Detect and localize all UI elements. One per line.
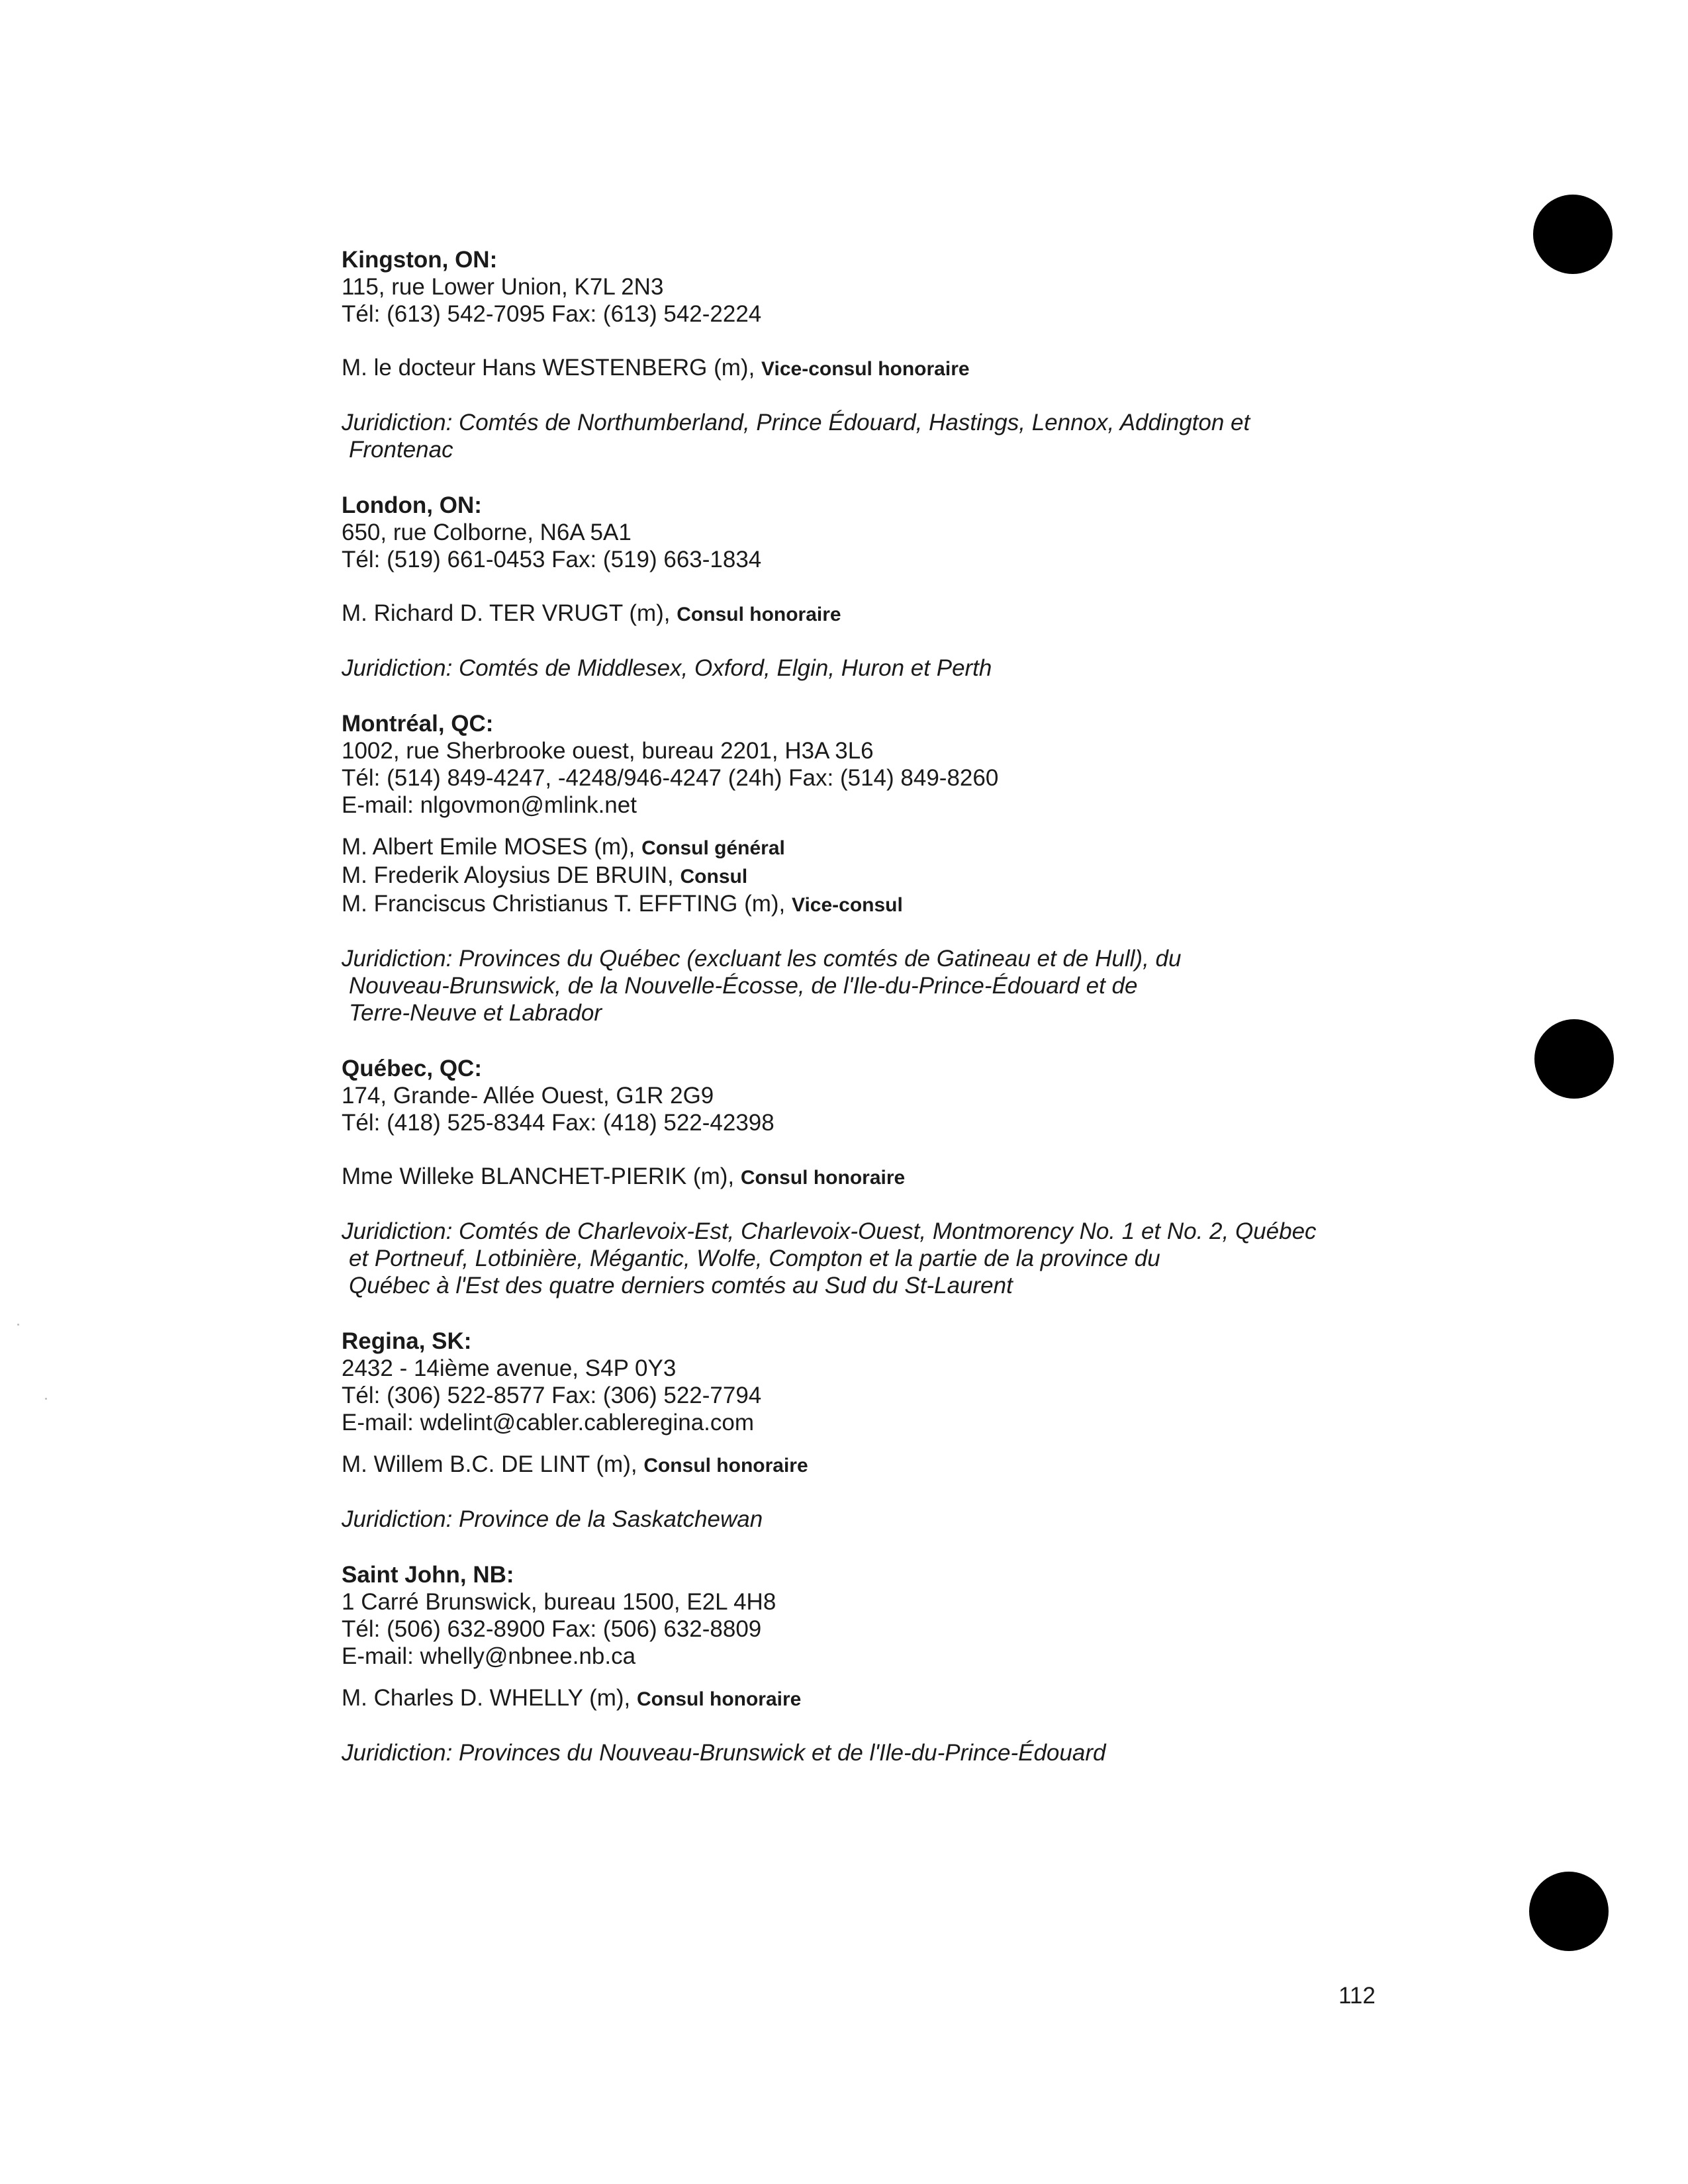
punch-hole-middle	[1534, 1019, 1614, 1099]
jurisdiction-line: Québec à l'Est des quatre derniers comtés au Sud du St-Laurent	[349, 1273, 1013, 1298]
address-line: 174, Grande- Allée Ouest, G1R 2G9	[342, 1083, 714, 1109]
jurisdiction-line: Juridiction: Provinces du Nouveau-Brunswick et de l'Ile-du-Prince-Édouard	[342, 1740, 1106, 1766]
jurisdiction-line: Juridiction: Province de la Saskatchewan	[342, 1506, 763, 1532]
jurisdiction	[342, 409, 1401, 463]
jurisdiction-line: Juridiction: Comtés de Charlevoix-Est, Charlevoix-Ouest, Montmorency No. 1 et No. 2, Québec	[342, 1218, 1317, 1244]
jurisdiction	[342, 945, 1401, 1026]
consulate-entry-saint-john	[342, 1561, 1401, 1766]
officer-list	[342, 1451, 1401, 1479]
officer-title: Consul honoraire	[677, 604, 841, 625]
jurisdiction-line: Terre-Neuve et Labrador	[349, 1000, 602, 1026]
officer-list	[342, 354, 1401, 383]
officer-line	[342, 1163, 1401, 1191]
officer-list	[342, 600, 1401, 628]
page-number: 112	[1338, 1983, 1376, 2009]
address-line: 2432 - 14ième avenue, S4P 0Y3	[342, 1355, 677, 1381]
officer-line	[342, 600, 1401, 628]
officer-list	[342, 1163, 1401, 1191]
officer-title: Consul	[680, 866, 748, 887]
address-line: 115, rue Lower Union, K7L 2N3	[342, 274, 664, 300]
officer-title: Vice-consul honoraire	[761, 358, 970, 380]
officer-name: Mme Willeke BLANCHET-PIERIK (m),	[342, 1163, 735, 1189]
officer-title: Consul honoraire	[637, 1688, 802, 1710]
jurisdiction-line: Nouveau-Brunswick, de la Nouvelle-Écosse, de l'Ile-du-Prince-Édouard et de	[349, 973, 1138, 999]
officer-name: M. Frederik Aloysius DE BRUIN,	[342, 862, 674, 888]
consulate-entry-montreal	[342, 710, 1401, 1026]
phone-fax-line: Tél: (306) 522-8577 Fax: (306) 522-7794	[342, 1383, 762, 1408]
city-heading: Regina, SK:	[342, 1328, 472, 1354]
officer-title: Consul honoraire	[643, 1455, 808, 1477]
phone-fax-line: Tél: (514) 849-4247, -4248/946-4247 (24h) Fax: (514) 849-8260	[342, 765, 999, 791]
officer-line	[342, 354, 1401, 383]
phone-fax-line: Tél: (506) 632-8900 Fax: (506) 632-8809	[342, 1616, 762, 1642]
address-line: 1002, rue Sherbrooke ouest, bureau 2201, H3A 3L6	[342, 738, 874, 764]
email-line: E-mail: nlgovmon@mlink.net	[342, 792, 637, 818]
officer-name: M. le docteur Hans WESTENBERG (m),	[342, 355, 755, 381]
city-heading: Québec, QC:	[342, 1056, 482, 1081]
scan-speck	[45, 1398, 47, 1400]
consulate-list	[342, 246, 1401, 1766]
officer-title: Vice-consul	[792, 894, 903, 916]
phone-fax-line: Tél: (418) 525-8344 Fax: (418) 522-42398	[342, 1110, 774, 1136]
officer-list	[342, 833, 1401, 919]
jurisdiction	[342, 1218, 1401, 1299]
officer-title: Consul honoraire	[740, 1167, 906, 1189]
scan-speck	[17, 1324, 19, 1326]
officer-line	[342, 1451, 1401, 1479]
officer-line	[342, 1684, 1401, 1713]
address-line: 650, rue Colborne, N6A 5A1	[342, 520, 632, 545]
jurisdiction	[342, 1739, 1401, 1766]
jurisdiction-line: Juridiction: Provinces du Québec (excluant les comtés de Gatineau et de Hull), du	[342, 946, 1182, 972]
city-heading: Kingston, ON:	[342, 247, 498, 273]
consulate-entry-london	[342, 492, 1401, 682]
punch-hole-bottom	[1529, 1872, 1609, 1951]
phone-fax-line: Tél: (613) 542-7095 Fax: (613) 542-2224	[342, 301, 762, 327]
officer-name: M. Charles D. WHELLY (m),	[342, 1685, 631, 1711]
city-heading: Montréal, QC:	[342, 711, 494, 737]
consulate-entry-quebec	[342, 1055, 1401, 1299]
jurisdiction	[342, 655, 1401, 682]
officer-title: Consul général	[641, 837, 785, 859]
officer-name: M. Albert Emile MOSES (m),	[342, 834, 635, 860]
officer-line	[342, 890, 1401, 919]
jurisdiction-line: Juridiction: Comtés de Middlesex, Oxford, Elgin, Huron et Perth	[342, 655, 992, 681]
jurisdiction-line: Frontenac	[349, 437, 453, 463]
officer-name: M. Willem B.C. DE LINT (m),	[342, 1451, 637, 1477]
officer-name: M. Richard D. TER VRUGT (m),	[342, 600, 671, 626]
jurisdiction-line: Juridiction: Comtés de Northumberland, Prince Édouard, Hastings, Lennox, Addington et	[342, 410, 1250, 435]
email-line: E-mail: wdelint@cabler.cableregina.com	[342, 1410, 755, 1435]
officer-list	[342, 1684, 1401, 1713]
officer-name: M. Franciscus Christianus T. EFFTING (m),	[342, 891, 786, 917]
phone-fax-line: Tél: (519) 661-0453 Fax: (519) 663-1834	[342, 547, 762, 572]
jurisdiction-line: et Portneuf, Lotbinière, Mégantic, Wolfe, Compton et la partie de la province du	[349, 1246, 1160, 1271]
officer-line	[342, 833, 1401, 862]
officer-line	[342, 862, 1401, 890]
punch-hole-top	[1533, 195, 1613, 274]
consulate-entry-regina	[342, 1328, 1401, 1533]
jurisdiction	[342, 1506, 1401, 1533]
city-heading: Saint John, NB:	[342, 1562, 514, 1588]
email-line: E-mail: whelly@nbnee.nb.ca	[342, 1643, 636, 1669]
consulate-entry-kingston	[342, 246, 1401, 463]
address-line: 1 Carré Brunswick, bureau 1500, E2L 4H8	[342, 1589, 776, 1615]
city-heading: London, ON:	[342, 492, 482, 518]
